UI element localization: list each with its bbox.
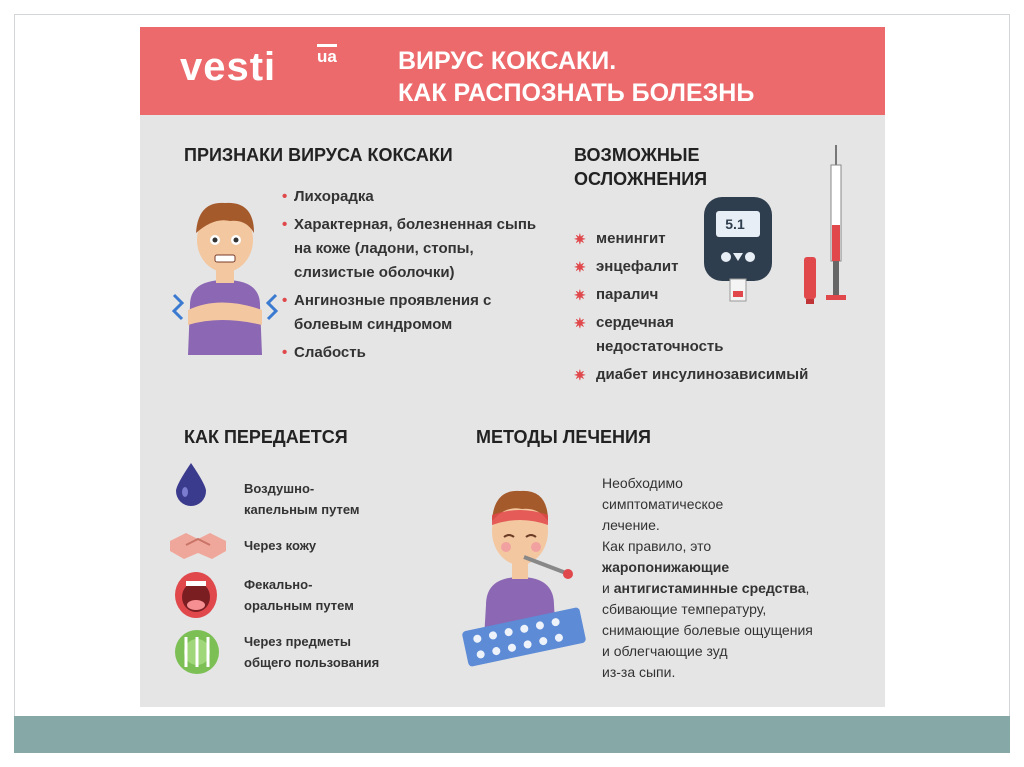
complications-title: ВОЗМОЖНЫЕ ОСЛОЖНЕНИЯ [574, 145, 708, 189]
transmission-item-shared-objects: Через предметы общего пользования [244, 634, 380, 670]
asterisk-icon: ✷ [574, 367, 586, 383]
list-item: • Слабость [282, 341, 542, 365]
open-mouth-icon [174, 571, 218, 619]
symptoms-title: ПРИЗНАКИ ВИРУСА КОКСАКИ [184, 145, 453, 165]
treatment-title: МЕТОДЫ ЛЕЧЕНИЯ [476, 427, 651, 447]
cutlery-plate-icon [174, 629, 220, 675]
list-item: ✷ сердечная недостаточность [574, 311, 754, 359]
bullet-dot-icon: • [282, 188, 288, 205]
transmission-item-airborne: Воздушно- капельным путем [244, 481, 360, 517]
glucometer-icon [702, 195, 774, 303]
transmission-title: КАК ПЕРЕДАЕТСЯ [184, 427, 348, 447]
asterisk-icon: ✷ [574, 259, 586, 275]
bullet-dot-icon: • [282, 292, 288, 309]
vesti-logo-ua: ua [317, 47, 337, 66]
asterisk-icon: ✷ [574, 231, 586, 247]
transmission-item-skin: Через кожу [244, 538, 317, 553]
list-item: • Лихорадка [282, 185, 542, 209]
page-title-line2: КАК РАСПОЗНАТЬ БОЛЕЗНЬ [398, 79, 755, 107]
vesti-logo: vesti [180, 45, 277, 89]
transmission-item-fecal-oral: Фекально- оральным путем [244, 577, 354, 613]
list-item: ✷ паралич [574, 283, 874, 307]
syringe-icon [798, 145, 854, 307]
handshake-icon [168, 527, 228, 563]
asterisk-icon: ✷ [574, 287, 586, 303]
slide-footer-bar [14, 716, 1010, 753]
header-banner [140, 27, 885, 115]
page-title-line1: ВИРУС КОКСАКИ. [398, 47, 617, 75]
boy-thermometer-illustration [462, 469, 586, 675]
droplet-icon [174, 461, 208, 507]
sick-boy-illustration [170, 185, 280, 360]
glucometer-reading: 5.1 [725, 216, 745, 232]
list-item: • Характерная, болезненная сыпь на коже (ладони, стопы, слизистые оболочки) [282, 213, 542, 285]
list-item: ✷ диабет инсулинозависимый [574, 363, 874, 387]
infographic-poster [140, 27, 885, 707]
list-item: ✷ энцефалит [574, 255, 874, 279]
treatment-text: Необходимо симптоматическое лечение. Как правило, это жаропонижающие и антигистаминные средства, сбивающие температуру, снимающие болевые ощущения и облегчающие зуд из-за сыпи. [602, 475, 813, 680]
symptoms-list [282, 185, 542, 369]
bullet-dot-icon: • [282, 216, 288, 233]
list-item: ✷ менингит [574, 227, 874, 251]
asterisk-icon: ✷ [574, 315, 586, 331]
page-title [398, 45, 754, 109]
list-item: • Ангинозные проявления с болевым синдромом [282, 289, 542, 337]
bullet-dot-icon: • [282, 344, 288, 361]
